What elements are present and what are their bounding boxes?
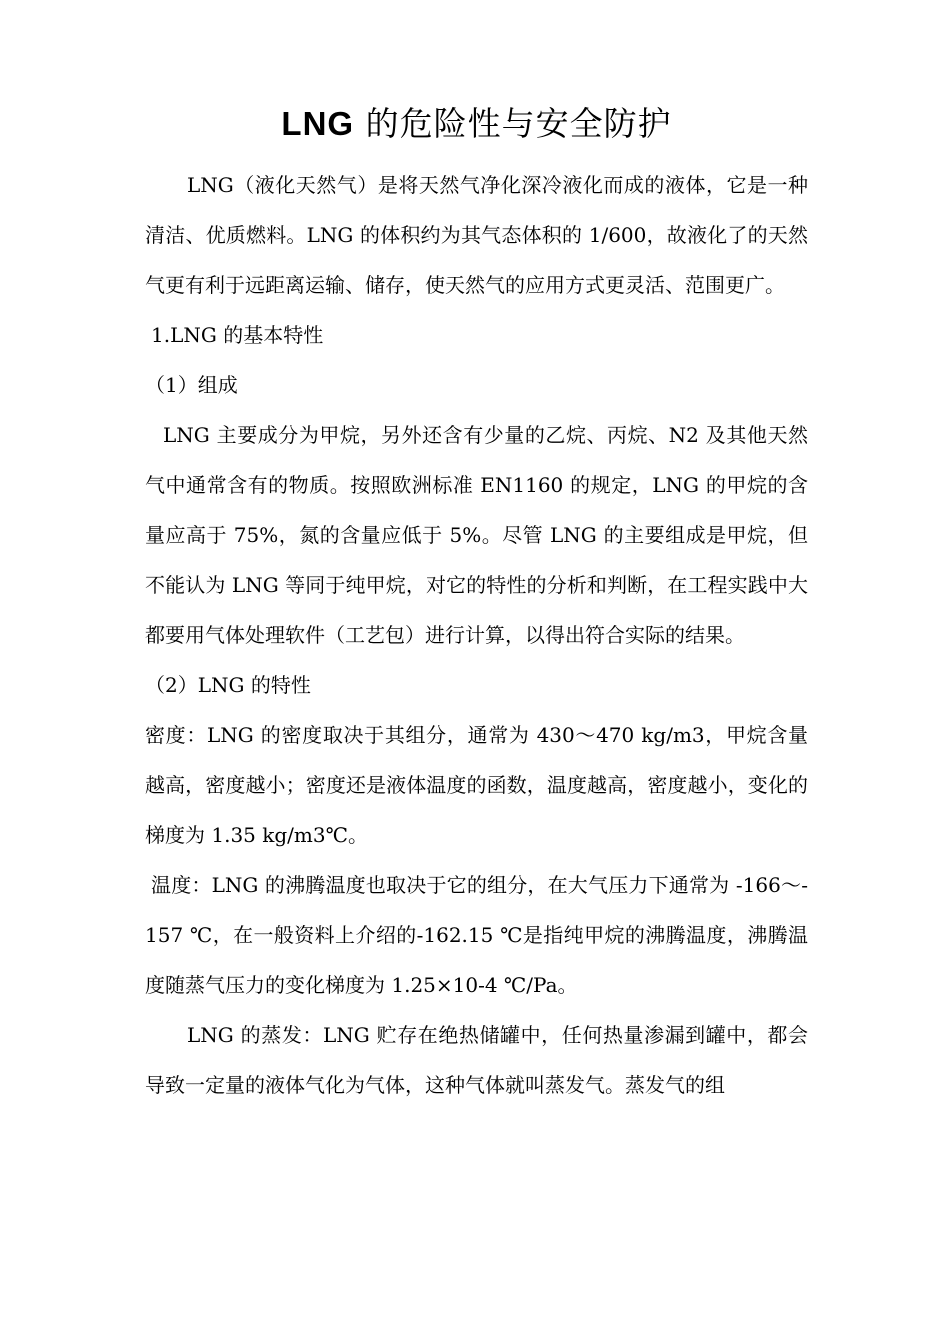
density-paragraph: 密度：LNG 的密度取决于其组分，通常为 430～470 kg/m3，甲烷含量越高，密度越小；密度还是液体温度的函数，温度越高，密度越小，变化的梯度为 1.35 kg/m3℃。 bbox=[145, 723, 808, 847]
title-latin: LNG bbox=[281, 105, 355, 142]
title-chinese: 的危险性与安全防护 bbox=[354, 104, 672, 143]
document-title bbox=[145, 96, 808, 152]
evaporation-paragraph: LNG 的蒸发：LNG 贮存在绝热储罐中，任何热量渗漏到罐中，都会导致一定量的液体气化为气体，这种气体就叫蒸发气。蒸发气的组 bbox=[145, 1023, 808, 1097]
document-page bbox=[145, 96, 808, 1110]
composition-paragraph: LNG 主要成分为甲烷，另外还含有少量的乙烷、丙烷、N2 及其他天然气中通常含有的物质。按照欧洲标准 EN1160 的规定，LNG 的甲烷的含量应高于 75%，氮的含量应低于 5%。尽管 LNG 的主要组成是甲烷，但不能认为 LNG 等同于纯甲烷，对它的特性的分析和判断，在工程实践中大都要用气体处理软件（工艺包）进行计算，以得出符合实际的结果。 bbox=[145, 423, 808, 647]
temperature-paragraph: 温度：LNG 的沸腾温度也取决于它的组分，在大气压力下通常为 -166～-157 ℃，在一般资料上介绍的-162.15 ℃是指纯甲烷的沸腾温度，沸腾温度随蒸气压力的变化梯度为 1.25×10-4 ℃/Pa。 bbox=[145, 873, 808, 997]
intro-paragraph: LNG（液化天然气）是将天然气净化深冷液化而成的液体，它是一种清洁、优质燃料。LNG 的体积约为其气态体积的 1/600，故液化了的天然气更有利于远距离运输、储存，使天然气的应用方式更灵活、范围更广。 bbox=[145, 173, 808, 297]
section-heading-basic-properties: 1.LNG 的基本特性 bbox=[151, 323, 324, 347]
subsection-heading-lng-properties: （2）LNG 的特性 bbox=[145, 673, 311, 697]
subsection-heading-composition: （1）组成 bbox=[145, 373, 238, 397]
